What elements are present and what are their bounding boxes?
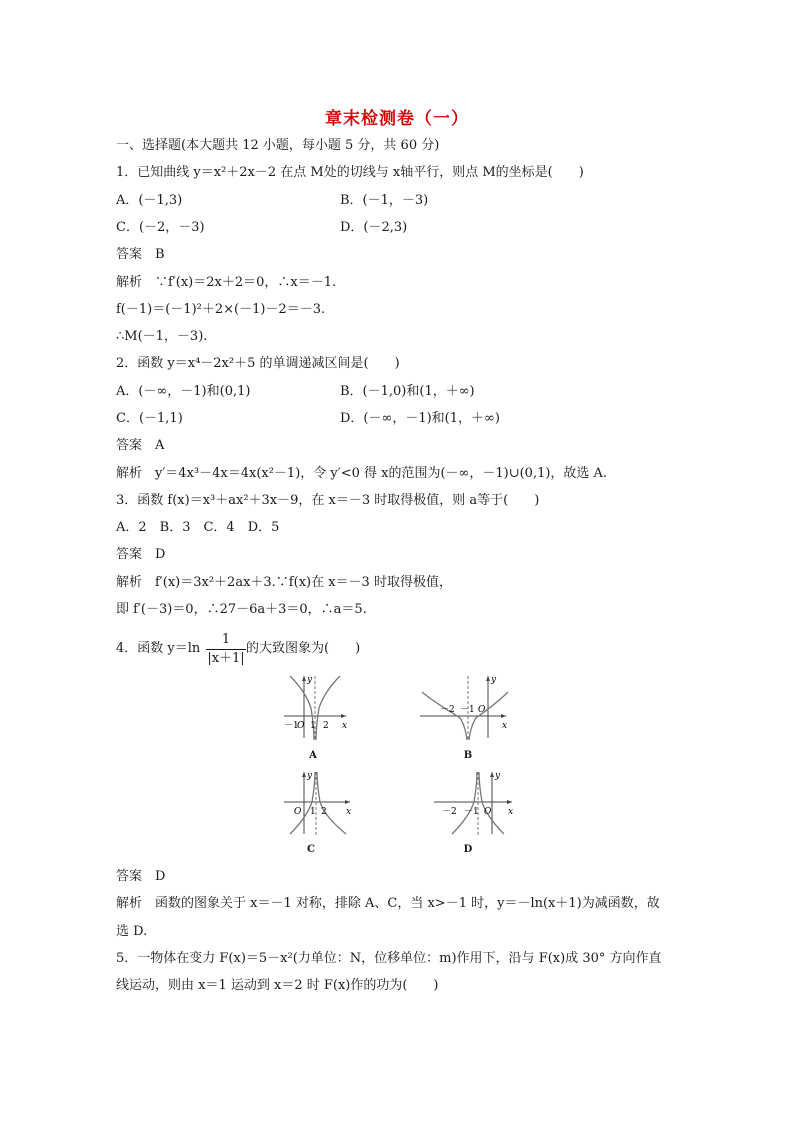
q3-stem: 3．函数 f(x)＝x³＋ax²＋3x－9，在 x＝－3 时取得极值，则 a等于( ) — [116, 493, 540, 508]
q4-fraction-numerator: 1 — [221, 632, 231, 647]
y-axis-label: y — [491, 675, 497, 685]
graph-c-label: C — [307, 844, 315, 855]
curve-left-branch — [290, 772, 315, 834]
q5-stem-line: 线运动，则由 x＝1 运动到 x＝2 时 F(x)作的功为( ) — [116, 978, 439, 993]
q1-option-b: B．(－1，－3) — [340, 193, 429, 208]
tick-label: －1 — [464, 807, 479, 817]
graph-d-label: D — [463, 844, 473, 855]
fraction-bar — [206, 649, 246, 650]
y-axis-arrow — [302, 772, 306, 777]
graph-a-label: A — [309, 750, 317, 761]
q4-stem-suffix: 的大致图象为( ) — [246, 641, 361, 656]
tick-label: －2 — [440, 705, 455, 715]
q2-stem: 2．函数 y＝x⁴－2x²＋5 的单调递减区间是( ) — [116, 356, 400, 371]
y-axis-label: y — [495, 771, 501, 781]
q3-answer: 答案 D — [116, 547, 166, 562]
graph-a — [280, 672, 352, 744]
q3-analysis-line: 解析 f′(x)＝3x²＋2ax＋3.∵f(x)在 x＝－3 时取得极值， — [116, 575, 452, 590]
x-axis-label: x — [342, 721, 348, 731]
graph-d — [430, 768, 518, 840]
y-axis-arrow — [486, 676, 490, 681]
x-axis-label: x — [508, 807, 514, 817]
x-axis-arrow — [507, 800, 512, 804]
q1-stem: 1．已知曲线 y＝x²＋2x－2 在点 M处的切线与 x轴平行，则点 M的坐标是( ) — [116, 165, 584, 180]
origin-label: O — [478, 705, 486, 715]
graph-b — [416, 672, 512, 744]
q3-options: A．2 B．3 C．4 D．5 — [116, 520, 280, 535]
y-axis-arrow — [302, 676, 306, 681]
q4-answer: 答案 D — [116, 869, 166, 884]
q5-stem-line: 5．一物体在变力 F(x)＝5－x²(力单位：N，位移单位：m)作用下，沿与 F(x)成 30° 方向作直 — [116, 951, 662, 966]
q4-fraction — [206, 632, 246, 667]
section-heading: 一、选择题(本大题共 12 小题，每小题 5 分，共 60 分) — [116, 138, 440, 153]
y-axis-label: y — [307, 675, 313, 685]
graph-c — [280, 768, 356, 840]
q2-option-a: A．(－∞，－1)和(0,1) — [116, 384, 251, 399]
x-axis-label: x — [502, 721, 508, 731]
origin-label: O — [484, 807, 492, 817]
y-axis-label: y — [307, 771, 313, 781]
origin-label: O — [294, 807, 302, 817]
q1-option-a: A．(－1,3) — [116, 193, 183, 208]
tick-label: 2 — [323, 721, 329, 731]
q2-option-c: C．(－1,1) — [116, 411, 183, 426]
origin-label: O — [297, 721, 305, 731]
curve-left-branch — [452, 772, 477, 834]
q1-analysis-line: ∴M(－1，－3). — [116, 329, 208, 344]
tick-label: 2 — [321, 807, 327, 817]
x-axis-arrow — [501, 714, 506, 718]
y-axis-arrow — [490, 772, 494, 777]
q2-answer: 答案 A — [116, 438, 165, 453]
q1-analysis-line: 解析 ∵f′(x)＝2x＋2＝0，∴x＝－1. — [116, 275, 337, 290]
q4-analysis-line: 选 D. — [116, 924, 148, 939]
q4-fraction-denominator: |x＋1| — [207, 651, 245, 666]
tick-label: 1 — [310, 807, 316, 817]
x-axis-label: x — [346, 807, 352, 817]
q1-answer: 答案 B — [116, 247, 165, 262]
q1-analysis-line: f(－1)＝(－1)²＋2×(－1)－2＝－3. — [116, 302, 326, 317]
graph-b-label: B — [463, 750, 473, 761]
x-axis-arrow — [341, 714, 346, 718]
tick-label: －2 — [442, 807, 457, 817]
x-axis-arrow — [345, 800, 350, 804]
q1-option-d: D．(－2,3) — [340, 220, 408, 235]
q4-stem-prefix: 4．函数 y＝ln — [116, 641, 201, 656]
page-title: 章末检测卷（一） — [325, 109, 469, 129]
q3-analysis-line: 即 f′(－3)＝0，∴27－6a＋3＝0，∴a＝5. — [116, 602, 367, 617]
tick-label: －1 — [284, 721, 299, 731]
q1-option-c: C．(－2，－3) — [116, 220, 205, 235]
q2-option-b: B．(－1,0)和(1，＋∞) — [340, 384, 475, 399]
tick-label: －1 — [460, 705, 475, 715]
tick-label: 1 — [310, 721, 316, 731]
q2-option-d: D．(－∞，－1)和(1，＋∞) — [340, 411, 500, 426]
q2-analysis-line: 解析 y′＝4x³－4x＝4x(x²－1)，令 y′<0 得 x的范围为(－∞，－1)∪(0,1)，故选 A. — [116, 466, 608, 481]
q4-analysis-line: 解析 函数的图象关于 x＝－1 对称，排除 A、C，当 x>－1 时，y＝－ln(x＋1)为减函数，故 — [116, 896, 660, 911]
curve-right-branch — [317, 772, 346, 834]
